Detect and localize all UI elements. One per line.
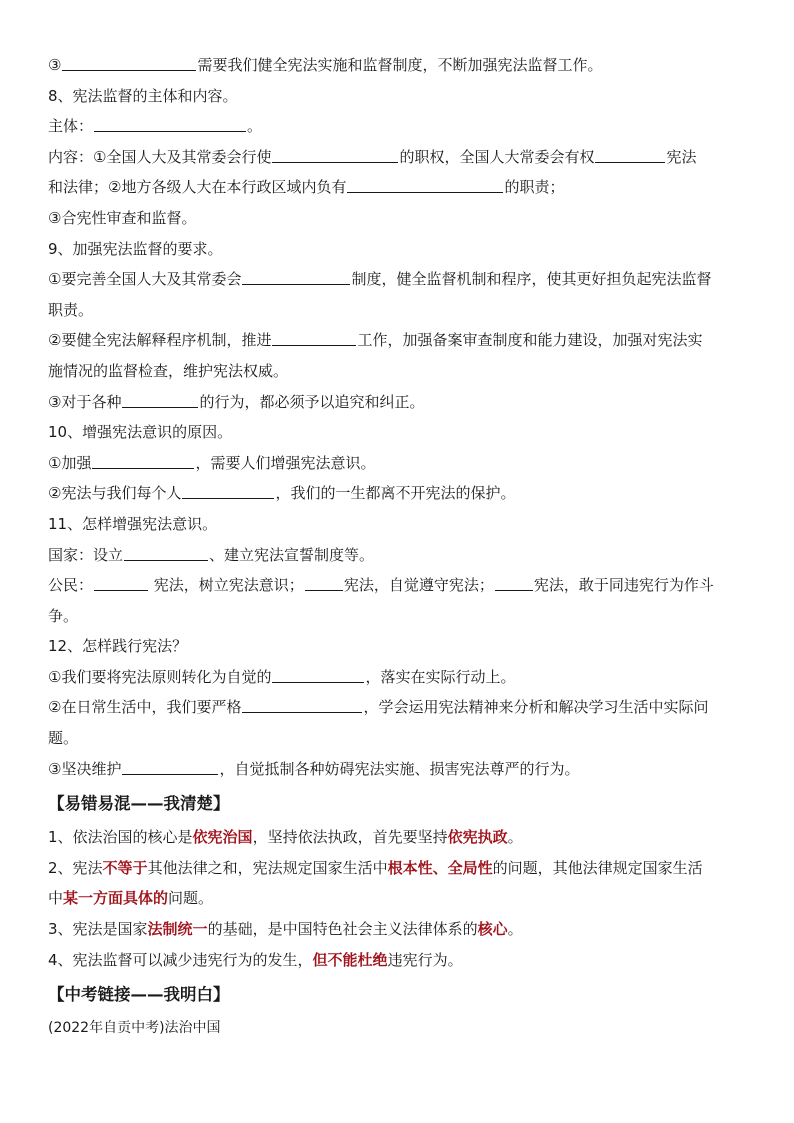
text: ②要健全宪法解释程序机制，推进 bbox=[48, 331, 272, 350]
fill-blank[interactable] bbox=[595, 146, 665, 163]
text: ，落实在实际行动上。 bbox=[365, 667, 516, 686]
key-term: 依宪执政 bbox=[447, 828, 508, 847]
fill-blank[interactable] bbox=[495, 574, 533, 591]
item-line bbox=[48, 50, 748, 81]
item-line bbox=[48, 448, 748, 479]
exam-source: (2022年自贡中考)法治中国 bbox=[48, 1020, 221, 1037]
key-term: 根本性、全局性 bbox=[387, 858, 493, 877]
item-line: 题。 bbox=[48, 729, 79, 748]
item-line bbox=[48, 172, 748, 203]
text: ②在日常生活中，我们要严格 bbox=[48, 698, 242, 717]
fill-blank[interactable] bbox=[94, 574, 148, 591]
item-line bbox=[48, 325, 748, 356]
item-line bbox=[48, 570, 748, 601]
text: 宪法，敢于同违宪行为作斗 bbox=[533, 576, 714, 595]
text: 公民： bbox=[48, 576, 94, 595]
text: 工作，加强备案审查制度和能力建设，加强对宪法实 bbox=[357, 331, 703, 350]
text: ②宪法与我们每个人 bbox=[48, 484, 182, 503]
question-title: 9、加强宪法监督的要求。 bbox=[48, 239, 223, 258]
item-line bbox=[48, 264, 748, 295]
text: 。 bbox=[507, 828, 523, 847]
text: ①我们要将宪法原则转化为自觉的 bbox=[48, 667, 272, 686]
text: 主体： bbox=[48, 117, 94, 136]
item-line bbox=[48, 662, 748, 693]
mistake-item bbox=[48, 883, 748, 914]
item-line: 争。 bbox=[48, 606, 79, 625]
fill-blank[interactable] bbox=[347, 176, 503, 193]
section-heading-exam: 【中考链接——我明白】 bbox=[48, 985, 230, 1005]
key-term: 核心 bbox=[477, 920, 508, 939]
text: ③ bbox=[48, 56, 62, 74]
fill-blank[interactable] bbox=[242, 696, 362, 713]
mistake-item bbox=[48, 945, 748, 976]
fill-blank[interactable] bbox=[122, 758, 218, 775]
question-title: 12、怎样践行宪法？ bbox=[48, 637, 188, 656]
key-term: 依宪治国 bbox=[192, 828, 253, 847]
mistake-item bbox=[48, 822, 748, 853]
fill-blank[interactable] bbox=[124, 544, 208, 561]
key-term: 法制统一 bbox=[147, 920, 208, 939]
key-term: 但不能杜绝 bbox=[312, 950, 388, 969]
text: 制度，健全监督机制和程序，使其更好担负起宪法监督 bbox=[351, 270, 712, 289]
text: 1、依法治国的核心是 bbox=[48, 828, 193, 847]
item-line bbox=[48, 692, 748, 723]
fill-blank[interactable] bbox=[182, 482, 274, 499]
text: 的行为，都必须予以追究和纠正。 bbox=[199, 392, 425, 411]
text: 问题。 bbox=[168, 889, 214, 908]
key-term: 某一方面具体的 bbox=[63, 889, 169, 908]
text: 。 bbox=[247, 117, 263, 136]
document-page bbox=[48, 50, 748, 1044]
text: 和法律；②地方各级人大在本行政区域内负有 bbox=[48, 178, 347, 197]
text: 需要我们健全宪法实施和监督制度，不断加强宪法监督工作。 bbox=[197, 56, 603, 74]
text: 3、宪法是国家 bbox=[48, 920, 148, 939]
fill-blank[interactable] bbox=[272, 146, 398, 163]
text: 宪法，树立宪法意识； bbox=[153, 576, 304, 595]
fill-blank[interactable] bbox=[94, 115, 246, 132]
key-term: 不等于 bbox=[102, 858, 148, 877]
text: 的基础，是中国特色社会主义法律体系的 bbox=[207, 920, 478, 939]
text: ③对于各种 bbox=[48, 392, 122, 411]
question-title: 11、怎样增强宪法意识。 bbox=[48, 514, 218, 533]
item-line bbox=[48, 142, 748, 173]
item-line bbox=[48, 754, 748, 785]
text: ①要完善全国人大及其常委会 bbox=[48, 270, 242, 289]
fill-blank[interactable] bbox=[62, 54, 196, 71]
mistake-item bbox=[48, 914, 748, 945]
fill-blank[interactable] bbox=[92, 452, 194, 469]
fill-blank[interactable] bbox=[305, 574, 343, 591]
text: 其他法律之和，宪法规定国家生活中 bbox=[147, 858, 388, 877]
item-line: 职责。 bbox=[48, 300, 94, 319]
text: ，坚持依法执政，首先要坚持 bbox=[252, 828, 448, 847]
fill-blank[interactable] bbox=[122, 391, 198, 408]
fill-blank[interactable] bbox=[272, 329, 356, 346]
item-line: 施情况的监督检查，维护宪法权威。 bbox=[48, 361, 289, 380]
text: 宪法 bbox=[666, 147, 697, 166]
question-title: 10、增强宪法意识的原因。 bbox=[48, 423, 233, 442]
question-title: 8、宪法监督的主体和内容。 bbox=[48, 86, 238, 105]
text: 的职责； bbox=[504, 178, 565, 197]
item-line bbox=[48, 111, 748, 142]
text: 、建立宪法宣誓制度等。 bbox=[209, 545, 375, 564]
fill-blank[interactable] bbox=[272, 666, 364, 683]
text: 的职权，全国人大常委会有权 bbox=[399, 147, 595, 166]
text: 违宪行为。 bbox=[387, 950, 463, 969]
text: 内容：①全国人大及其常委会行使 bbox=[48, 147, 272, 166]
text: 中 bbox=[48, 889, 64, 908]
text: ③坚决维护 bbox=[48, 759, 122, 778]
text: 2、宪法 bbox=[48, 858, 103, 877]
mistake-item bbox=[48, 853, 748, 884]
text: ，自觉抵制各种妨碍宪法实施、损害宪法尊严的行为。 bbox=[219, 759, 580, 778]
text: ，需要人们增强宪法意识。 bbox=[195, 453, 376, 472]
section-heading-mistakes: 【易错易混——我清楚】 bbox=[48, 794, 230, 814]
text: ①加强 bbox=[48, 453, 92, 472]
text: 。 bbox=[507, 920, 523, 939]
item-line bbox=[48, 540, 748, 571]
item-line: ③合宪性审查和监督。 bbox=[48, 208, 197, 227]
text: ，学会运用宪法精神来分析和解决学习生活中实际问 bbox=[363, 698, 709, 717]
text: 国家：设立 bbox=[48, 545, 124, 564]
text: 宪法，自觉遵守宪法； bbox=[343, 576, 494, 595]
text: 的问题，其他法律规定国家生活 bbox=[492, 858, 703, 877]
text: ，我们的一生都离不开宪法的保护。 bbox=[275, 484, 516, 503]
item-line bbox=[48, 387, 748, 418]
text: 4、宪法监督可以减少违宪行为的发生， bbox=[48, 950, 313, 969]
item-line bbox=[48, 478, 748, 509]
fill-blank[interactable] bbox=[242, 268, 350, 285]
